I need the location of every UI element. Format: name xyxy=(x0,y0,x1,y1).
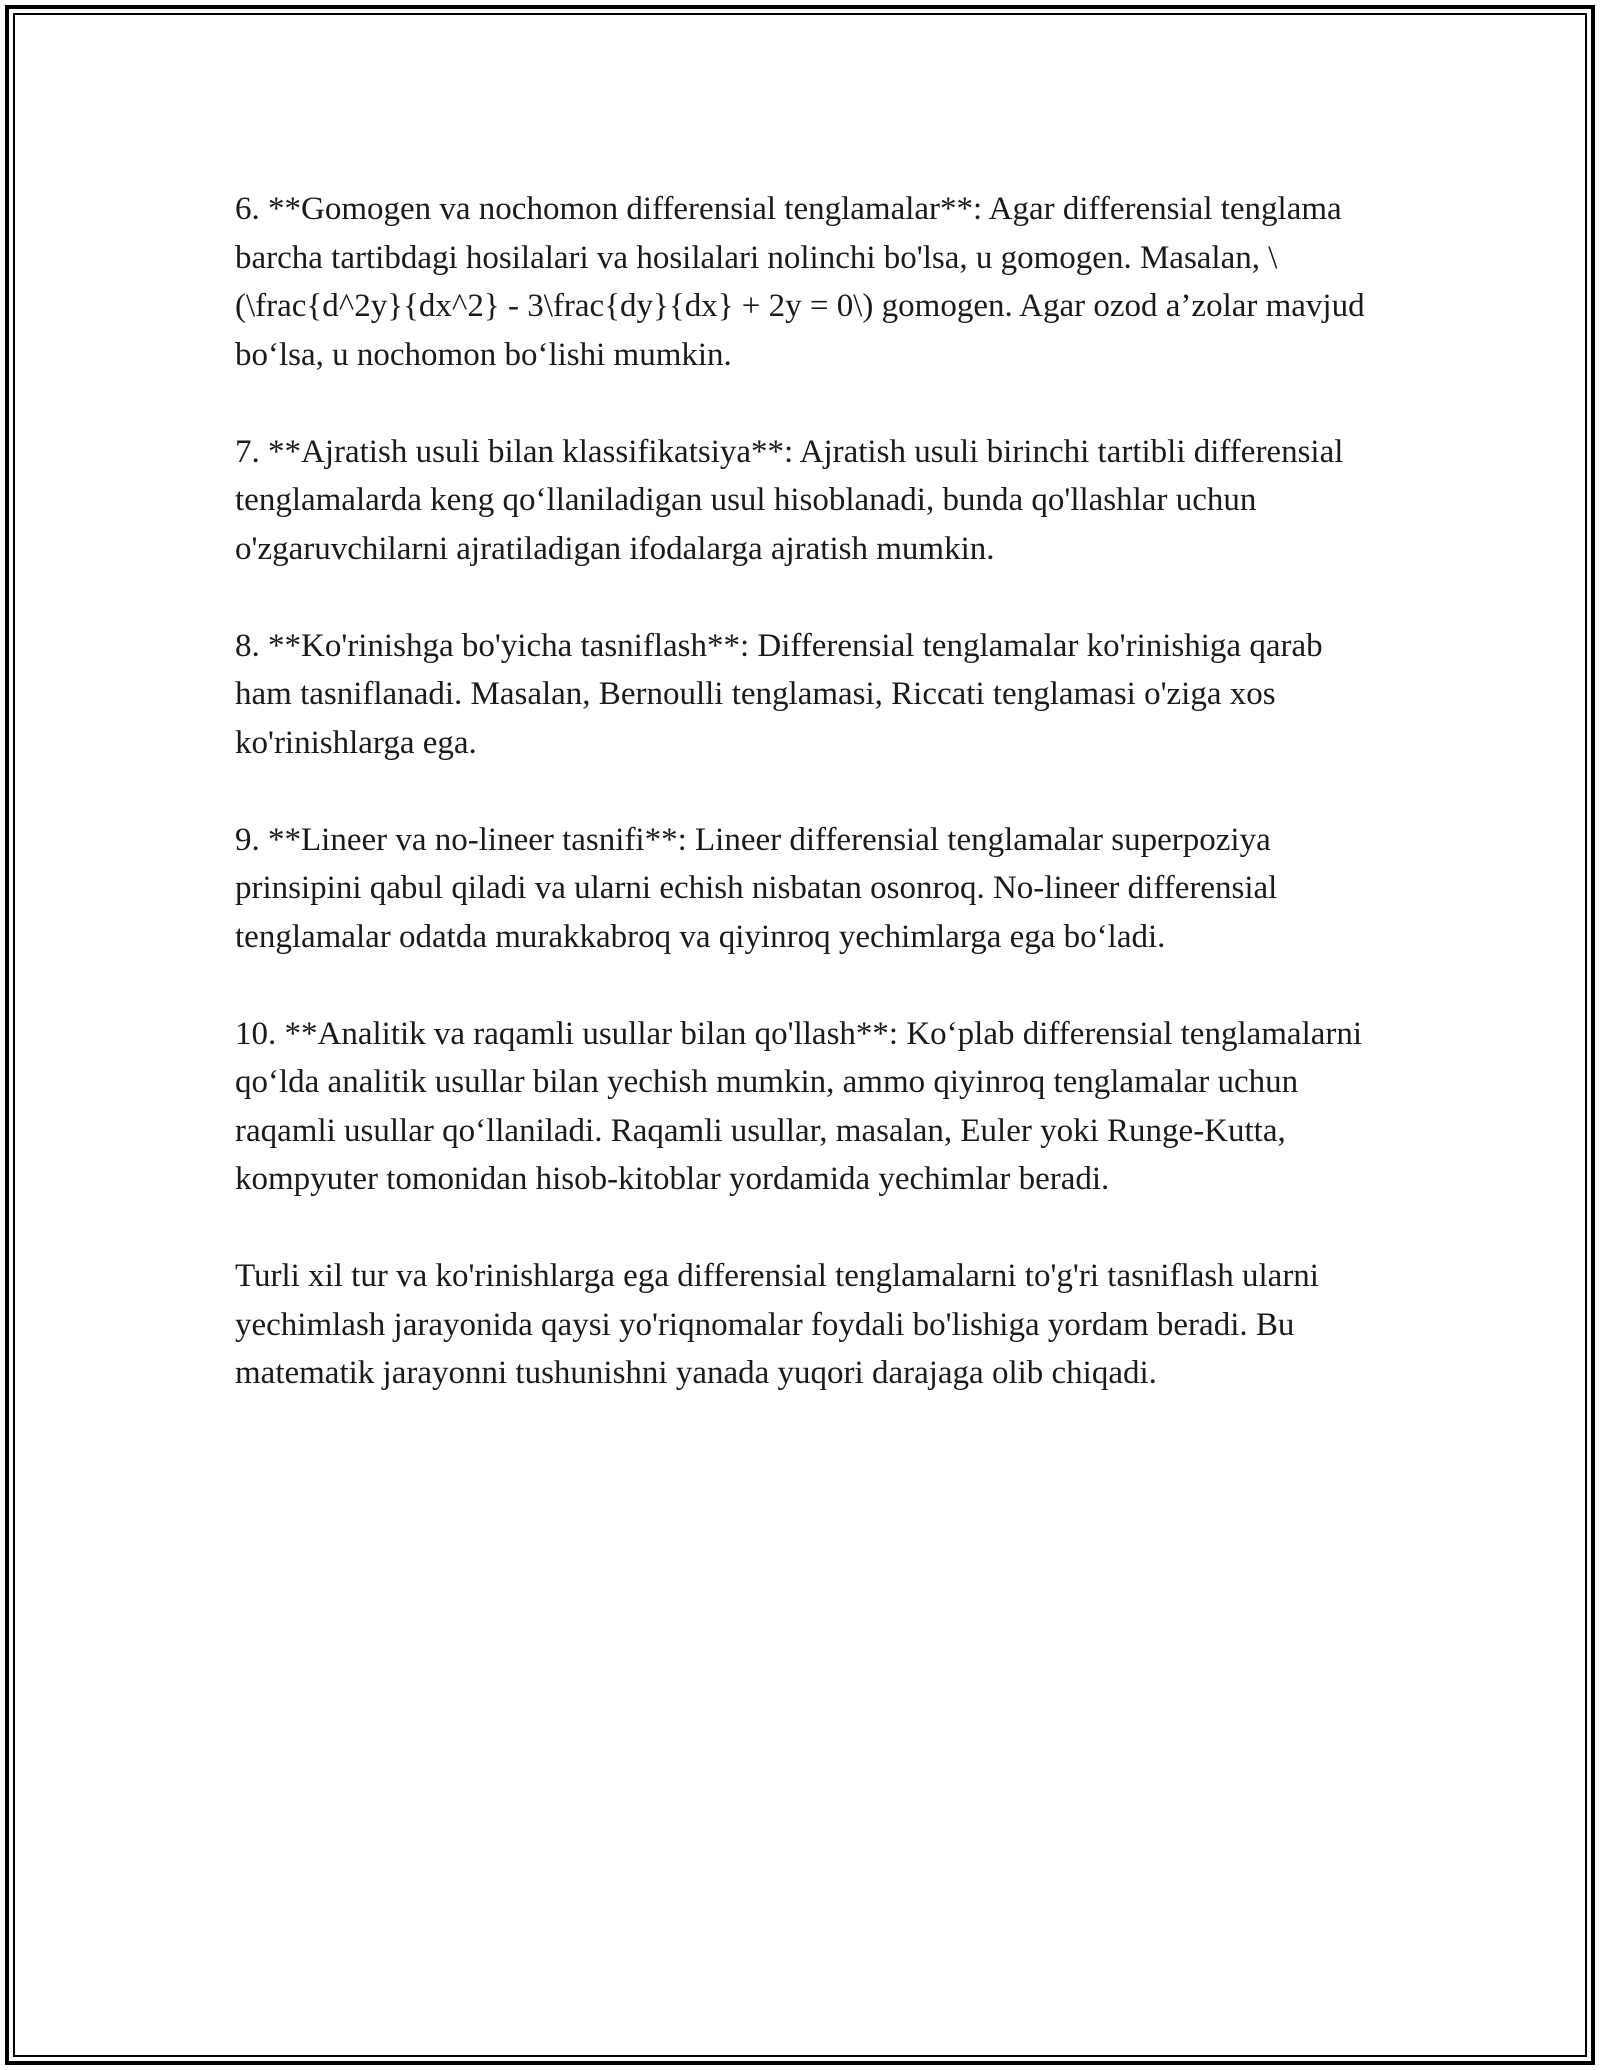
paragraph-item-10: 10. **Analitik va raqamli usullar bilan qo'llash**: Ko‘plab differensial tenglamalarni qo‘lda analitik usullar bilan yechish mumkin, ammo qiyinroq tenglamalar uchun raqamli usullar qo‘llaniladi. Raqamli usullar, masalan, Euler yoki Runge-Kutta, kompyuter tomonidan hisob-kitoblar yordamida yechimlar beradi. xyxy=(235,1015,1363,1197)
paragraph-item-6: 6. **Gomogen va nochomon differensial tenglamalar**: Agar differensial tenglama barcha tartibdagi hosilalari va hosilalari nolinchi bo'lsa, u gomogen. Masalan, \(\frac{d^2y}{dx^2} - 3\frac{dy}{dx} + 2y = 0\) gomogen. Agar ozod a’zolar mavjud bo‘lsa, u nochomon bo‘lishi mumkin. xyxy=(235,191,1365,373)
paragraph-conclusion: Turli xil tur va ko'rinishlarga ega differensial tenglamalarni to'g'ri tasniflash ularni yechimlash jarayonida qaysi yo'riqnomalar foydali bo'lishiga yordam beradi. Bu matematik jarayonni tushunishni yanada yuqori darajaga olib chiqadi. xyxy=(235,1258,1319,1391)
document-body xyxy=(235,185,1365,1446)
paragraph-item-8: 8. **Ko'rinishga bo'yicha tasniflash**: Differensial tenglamalar ko'rinishiga qarab ham tasniflanadi. Masalan, Bernoulli tenglamasi, Riccati tenglamasi o'ziga xos ko'rinishlarga ega. xyxy=(235,627,1323,761)
paragraph-item-9: 9. **Lineer va no-lineer tasnifi**: Lineer differensial tenglamalar superpoziya prinsipini qabul qiladi va ularni echish nisbatan osonroq. No-lineer differensial tenglamalar odatda murakkabroq va qiyinroq yechimlarga ega bo‘ladi. xyxy=(235,821,1278,955)
paragraph-item-7: 7. **Ajratish usuli bilan klassifikatsiya**: Ajratish usuli birinchi tartibli differensial tenglamalarda keng qo‘llaniladigan usul hisoblanadi, bunda qo'llashlar uchun o'zgaruvchilarni ajratiladigan ifodalarga ajratish mumkin. xyxy=(235,433,1344,567)
